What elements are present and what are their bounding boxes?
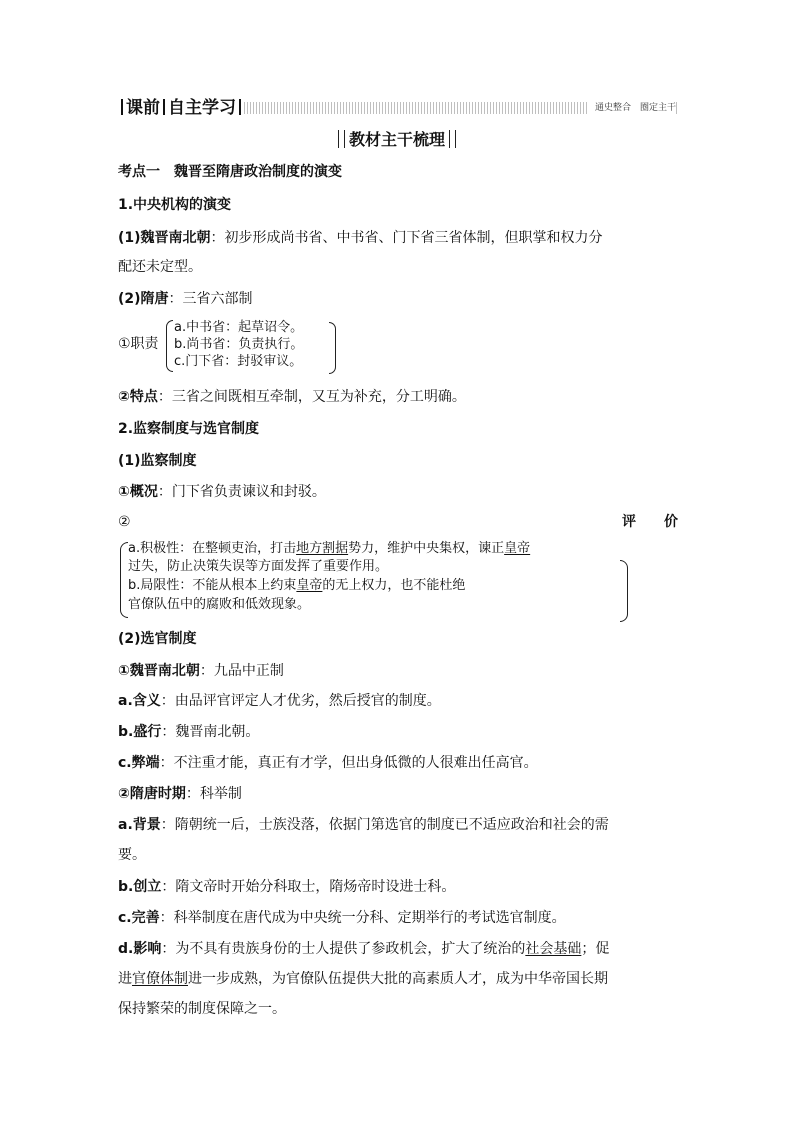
eval-b-line1: b.局限性：不能从根本上约束皇帝的无上权力，也不能杜绝 [128,578,466,593]
eval-a-line1: a.积极性：在整顿吏治，打击地方割据势力，维护中央集权，谏正皇帝 [128,541,531,556]
eval-label: 评 价 [622,514,678,530]
wjnbc-paragraph-line1: (1)魏晋南北朝：初步形成尚书省、中书省、门下省三省体制，但职掌和权力分 [118,230,603,246]
feature-paragraph: ②特点：三省之间既相互牵制，又互为补充，分工明确。 [118,389,466,405]
duty-item-a: a.中书省：起草诏令。 [174,320,304,335]
duty-brace-left [166,320,173,372]
eval-brace-left [120,542,128,618]
header-label-selfstudy: 自主学习 [168,98,236,118]
section-title [0,128,794,152]
part2-heading: 2.监察制度与选官制度 [118,421,260,437]
eval-b-line2: 官僚队伍中的腐败和低效现象。 [128,597,311,612]
suitang-heading: (2)隋唐：三省六部制 [118,291,253,307]
duty-item-b: b.尚书省：负责执行。 [174,337,304,352]
duty-item-c: c.门下省：封驳审议。 [174,354,303,369]
biduan-paragraph: c.弊端：不注重才能，真正有才学，但出身低微的人很难出任高官。 [118,755,538,771]
jpzz-heading: ①魏晋南北朝：九品中正制 [118,663,284,679]
header-subtitle: 通史整合 圈定主干 [589,101,676,115]
xuanguan-heading: (2)选官制度 [118,631,197,647]
topic-title: 魏晋至隋唐政治制度的演变 [174,164,342,180]
topic-heading [118,161,678,183]
eval-a-line2: 过失，防止决策失误等方面发挥了重要作用。 [128,559,389,574]
shengxing-paragraph: b.盛行：魏晋南北朝。 [118,724,260,740]
wanshan-paragraph: c.完善：科举制度在唐代成为中央统一分科、定期举行的考试选官制度。 [118,910,566,926]
wjnbc-paragraph-line2: 配还未定型。 [118,259,202,275]
chuangli-paragraph: b.创立：隋文帝时开始分科取士，隋炀帝时设进士科。 [118,879,456,895]
duty-label: ①职责 [118,336,159,352]
jiancha-heading: (1)监察制度 [118,453,197,469]
suitang-period-heading: ②隋唐时期：科举制 [118,786,242,802]
page-header [118,98,678,118]
section-title-text: 教材主干梳理 [348,130,445,149]
beijing-paragraph-line2: 要。 [118,847,146,863]
beijing-paragraph-line1: a.背景：隋朝统一后，士族没落，依据门第选官的制度已不适应政治和社会的需 [118,817,609,833]
yingxiang-paragraph-line3: 保持繁荣的制度保障之一。 [118,1001,286,1017]
part1-heading: 1.中央机构的演变 [118,197,232,213]
topic-label: 考点一 [118,164,160,180]
hanyi-paragraph: a.含义：由品评官评定人才优劣，然后授官的制度。 [118,693,441,709]
yingxiang-paragraph-line2: 进官僚体制进一步成熟，为官僚队伍提供大批的高素质人才，成为中华帝国长期 [118,971,608,987]
eval-number: ② [118,514,131,530]
header-section-label [118,98,244,118]
yingxiang-paragraph-line1: d.影响：为不具有贵族身份的士人提供了参政机会，扩大了统治的社会基础；促 [118,941,610,957]
header-label-prelesson: 课前 [126,98,160,118]
gaikuang-paragraph: ①概况：门下省负责谏议和封驳。 [118,484,326,500]
